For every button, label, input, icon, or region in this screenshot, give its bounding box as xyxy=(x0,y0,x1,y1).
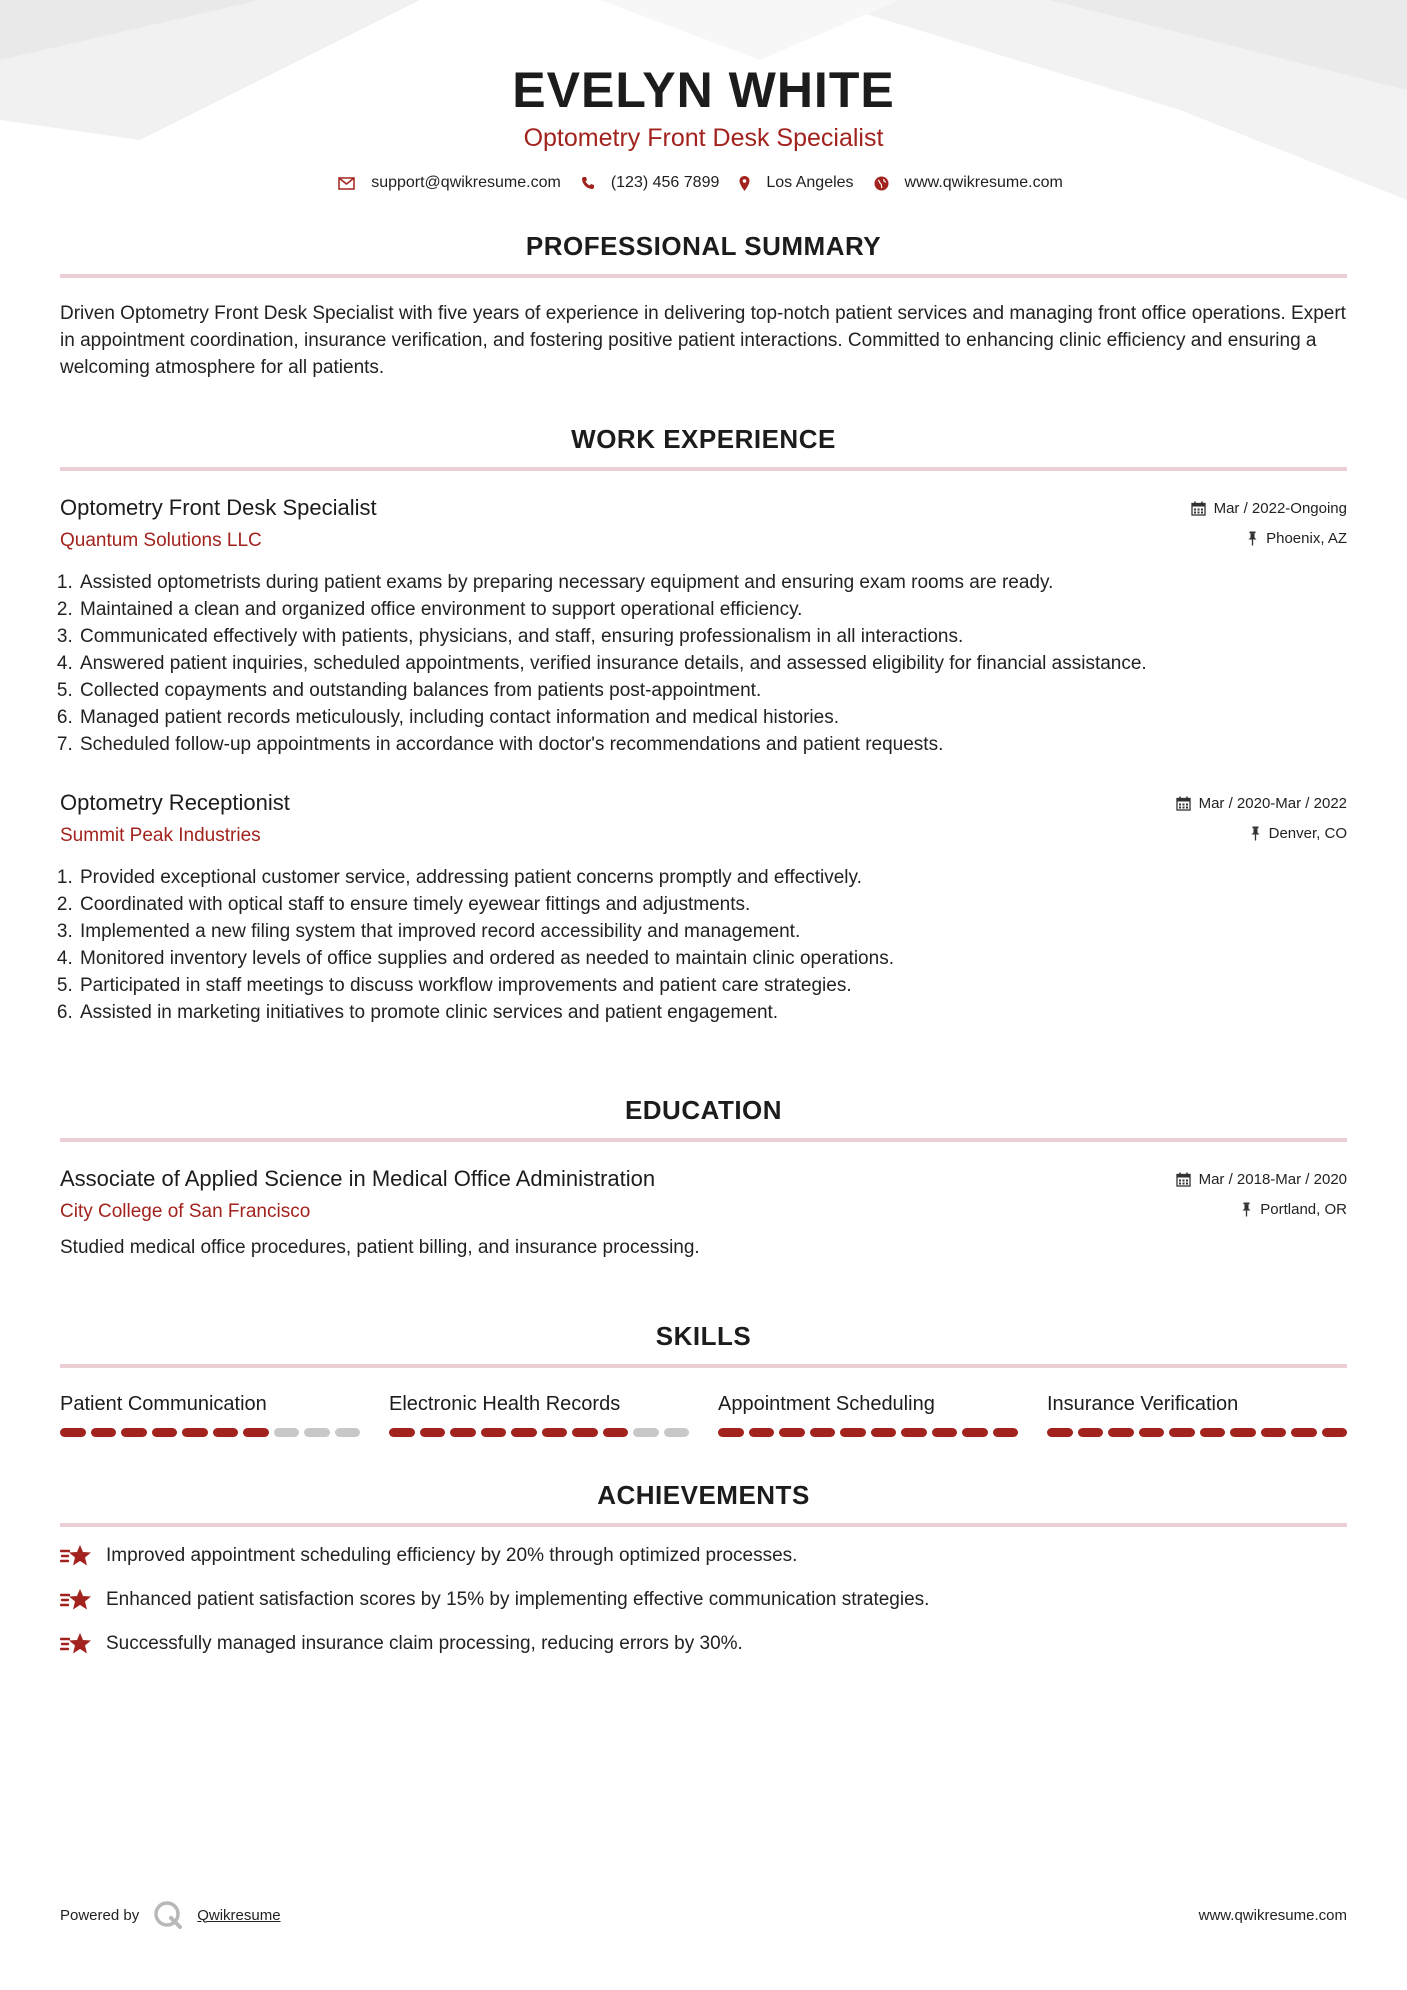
achievements-divider xyxy=(60,1523,1347,1527)
calendar-icon xyxy=(1176,796,1191,811)
job-title: Optometry Front Desk Specialist xyxy=(60,495,377,520)
contact-location: Los Angeles xyxy=(766,174,854,191)
achievement-item xyxy=(60,1585,1347,1615)
skill-segment-empty xyxy=(664,1428,690,1437)
contact-bar xyxy=(0,174,1407,192)
education-section xyxy=(60,1092,1347,1262)
skill-item xyxy=(60,1390,360,1437)
list-item: 5. Collected copayments and outstanding balances from patients post-appointment. xyxy=(78,677,1347,704)
achievement-item xyxy=(60,1541,1347,1571)
summary-section xyxy=(60,228,1347,381)
skill-segment-filled xyxy=(511,1428,537,1437)
envelope-icon xyxy=(338,177,355,190)
achievement-text: Enhanced patient satisfaction scores by 15% by implementing effective communication strategies. xyxy=(106,1589,930,1610)
education-location: Portland, OR xyxy=(1260,1200,1347,1218)
map-pin-icon xyxy=(739,176,750,191)
pushpin-icon xyxy=(1250,826,1261,841)
contact-email[interactable]: support@qwikresume.com xyxy=(371,174,561,191)
job-duties xyxy=(60,569,1347,758)
school-name: City College of San Francisco xyxy=(60,1201,311,1222)
skill-segment-filled xyxy=(932,1428,958,1437)
skill-segment-filled xyxy=(1322,1428,1348,1437)
list-item: 6. Assisted in marketing initiatives to promote clinic services and patient engagement. xyxy=(78,999,1347,1026)
list-item: 4. Answered patient inquiries, scheduled appointments, verified insurance details, and assessed eligibility for financial assistance. xyxy=(78,650,1347,677)
skill-level-bar xyxy=(1047,1428,1347,1437)
summary-divider xyxy=(60,274,1347,278)
list-item: 1. Assisted optometrists during patient exams by preparing necessary equipment and ensuring exam rooms are ready. xyxy=(78,569,1347,596)
list-item: 2. Maintained a clean and organized office environment to support operational efficiency. xyxy=(78,596,1347,623)
skill-segment-filled xyxy=(962,1428,988,1437)
resume-header xyxy=(0,0,1407,192)
skill-segment-filled xyxy=(1078,1428,1104,1437)
skills-list xyxy=(60,1390,1347,1437)
skill-name: Insurance Verification xyxy=(1047,1393,1239,1415)
brand-link[interactable]: Qwikresume xyxy=(197,1906,281,1924)
footer-website[interactable]: www.qwikresume.com xyxy=(1198,1906,1347,1924)
qwikresume-logo-icon xyxy=(153,1900,183,1930)
skill-segment-filled xyxy=(1200,1428,1226,1437)
experience-heading: WORK EXPERIENCE xyxy=(571,424,836,454)
star-award-icon xyxy=(60,1543,92,1569)
list-item: 1. Provided exceptional customer service, addressing patient concerns promptly and effectively. xyxy=(78,864,1347,891)
job-dates: Mar / 2020-Mar / 2022 xyxy=(1198,794,1347,812)
skill-level-bar xyxy=(389,1428,689,1437)
skill-segment-filled xyxy=(840,1428,866,1437)
experience-section xyxy=(60,421,1347,1026)
list-item: 6. Managed patient records meticulously, including contact information and medical histories. xyxy=(78,704,1347,731)
education-divider xyxy=(60,1138,1347,1142)
calendar-icon xyxy=(1191,501,1206,516)
skill-segment-filled xyxy=(1230,1428,1256,1437)
list-item: 7. Scheduled follow-up appointments in accordance with doctor's recommendations and patient requests. xyxy=(78,731,1347,758)
job-entry xyxy=(60,493,1347,758)
skill-segment-filled xyxy=(121,1428,147,1437)
skill-segment-filled xyxy=(60,1428,86,1437)
candidate-title: Optometry Front Desk Specialist xyxy=(523,124,884,152)
skill-segment-filled xyxy=(810,1428,836,1437)
powered-by-label: Powered by xyxy=(60,1906,140,1924)
job-company: Quantum Solutions LLC xyxy=(60,530,262,551)
achievement-item xyxy=(60,1629,1347,1659)
skill-segment-filled xyxy=(1108,1428,1134,1437)
degree-title: Associate of Applied Science in Medical Office Administration xyxy=(60,1166,656,1191)
phone-icon xyxy=(581,176,595,190)
skill-segment-empty xyxy=(335,1428,361,1437)
contact-phone[interactable]: (123) 456 7899 xyxy=(610,174,720,191)
job-location: Phoenix, AZ xyxy=(1266,529,1347,547)
skill-segment-filled xyxy=(1291,1428,1317,1437)
skill-segment-filled xyxy=(718,1428,744,1437)
skill-segment-empty xyxy=(633,1428,659,1437)
list-item: 5. Participated in staff meetings to discuss workflow improvements and patient care strategies. xyxy=(78,972,1347,999)
skill-segment-filled xyxy=(542,1428,568,1437)
list-item: 2. Coordinated with optical staff to ensure timely eyewear fittings and adjustments. xyxy=(78,891,1347,918)
skill-item xyxy=(718,1390,1018,1437)
experience-divider xyxy=(60,467,1347,471)
page-footer xyxy=(60,1900,1347,1930)
skill-segment-filled xyxy=(749,1428,775,1437)
skill-segment-filled xyxy=(420,1428,446,1437)
skill-segment-filled xyxy=(91,1428,117,1437)
skill-segment-filled xyxy=(243,1428,269,1437)
job-duties xyxy=(60,864,1347,1026)
achievements-section xyxy=(60,1477,1347,1659)
star-award-icon xyxy=(60,1631,92,1657)
skill-segment-empty xyxy=(274,1428,300,1437)
skill-item xyxy=(389,1390,689,1437)
skill-segment-filled xyxy=(871,1428,897,1437)
skill-segment-empty xyxy=(304,1428,330,1437)
skill-segment-filled xyxy=(152,1428,178,1437)
skills-divider xyxy=(60,1364,1347,1368)
skill-segment-filled xyxy=(901,1428,927,1437)
pushpin-icon xyxy=(1241,1202,1252,1217)
globe-icon xyxy=(874,176,889,191)
skill-segment-filled xyxy=(182,1428,208,1437)
skill-item xyxy=(1047,1390,1347,1437)
education-entry xyxy=(60,1164,1347,1262)
skill-segment-filled xyxy=(1139,1428,1165,1437)
calendar-icon xyxy=(1176,1172,1191,1187)
list-item: 3. Implemented a new filing system that improved record accessibility and management. xyxy=(78,918,1347,945)
skill-segment-filled xyxy=(1169,1428,1195,1437)
achievements-heading: ACHIEVEMENTS xyxy=(597,1480,810,1510)
skill-level-bar xyxy=(718,1428,1018,1437)
achievement-text: Improved appointment scheduling efficiency by 20% through optimized processes. xyxy=(106,1545,798,1566)
summary-text: Driven Optometry Front Desk Specialist with five years of experience in delivering top-notch patient services and managing front office operations. Expert in appointment coordination, insurance verification, and fostering positive patient interactions. Committed to enhancing clinic efficiency and ensuring a welcoming atmosphere for all patients. xyxy=(60,303,1346,378)
contact-website[interactable]: www.qwikresume.com xyxy=(904,174,1063,191)
skill-name: Appointment Scheduling xyxy=(718,1393,935,1415)
job-dates: Mar / 2022-Ongoing xyxy=(1213,499,1347,517)
skill-segment-filled xyxy=(389,1428,415,1437)
list-item: 3. Communicated effectively with patients, physicians, and staff, ensuring professionalism in all interactions. xyxy=(78,623,1347,650)
skill-segment-filled xyxy=(1261,1428,1287,1437)
skill-segment-filled xyxy=(213,1428,239,1437)
skill-level-bar xyxy=(60,1428,360,1437)
pushpin-icon xyxy=(1247,531,1258,546)
skill-name: Patient Communication xyxy=(60,1393,267,1415)
education-description: Studied medical office procedures, patient billing, and insurance processing. xyxy=(60,1237,700,1258)
summary-heading: PROFESSIONAL SUMMARY xyxy=(525,231,882,261)
skill-segment-filled xyxy=(572,1428,598,1437)
skills-heading: SKILLS xyxy=(655,1321,752,1351)
skill-segment-filled xyxy=(993,1428,1019,1437)
skills-section xyxy=(60,1318,1347,1437)
skill-segment-filled xyxy=(481,1428,507,1437)
job-entry xyxy=(60,788,1347,1026)
list-item: 4. Monitored inventory levels of office supplies and ordered as needed to maintain clinic operations. xyxy=(78,945,1347,972)
skill-segment-filled xyxy=(450,1428,476,1437)
star-award-icon xyxy=(60,1587,92,1613)
achievement-text: Successfully managed insurance claim processing, reducing errors by 30%. xyxy=(106,1633,743,1654)
skill-segment-filled xyxy=(603,1428,629,1437)
skill-name: Electronic Health Records xyxy=(389,1393,621,1415)
skill-segment-filled xyxy=(779,1428,805,1437)
job-company: Summit Peak Industries xyxy=(60,825,261,846)
job-title: Optometry Receptionist xyxy=(60,790,290,815)
education-heading: EDUCATION xyxy=(624,1095,783,1125)
job-location: Denver, CO xyxy=(1268,824,1347,842)
candidate-name: EVELYN WHITE xyxy=(512,62,895,118)
skill-segment-filled xyxy=(1047,1428,1073,1437)
education-dates: Mar / 2018-Mar / 2020 xyxy=(1198,1170,1347,1188)
